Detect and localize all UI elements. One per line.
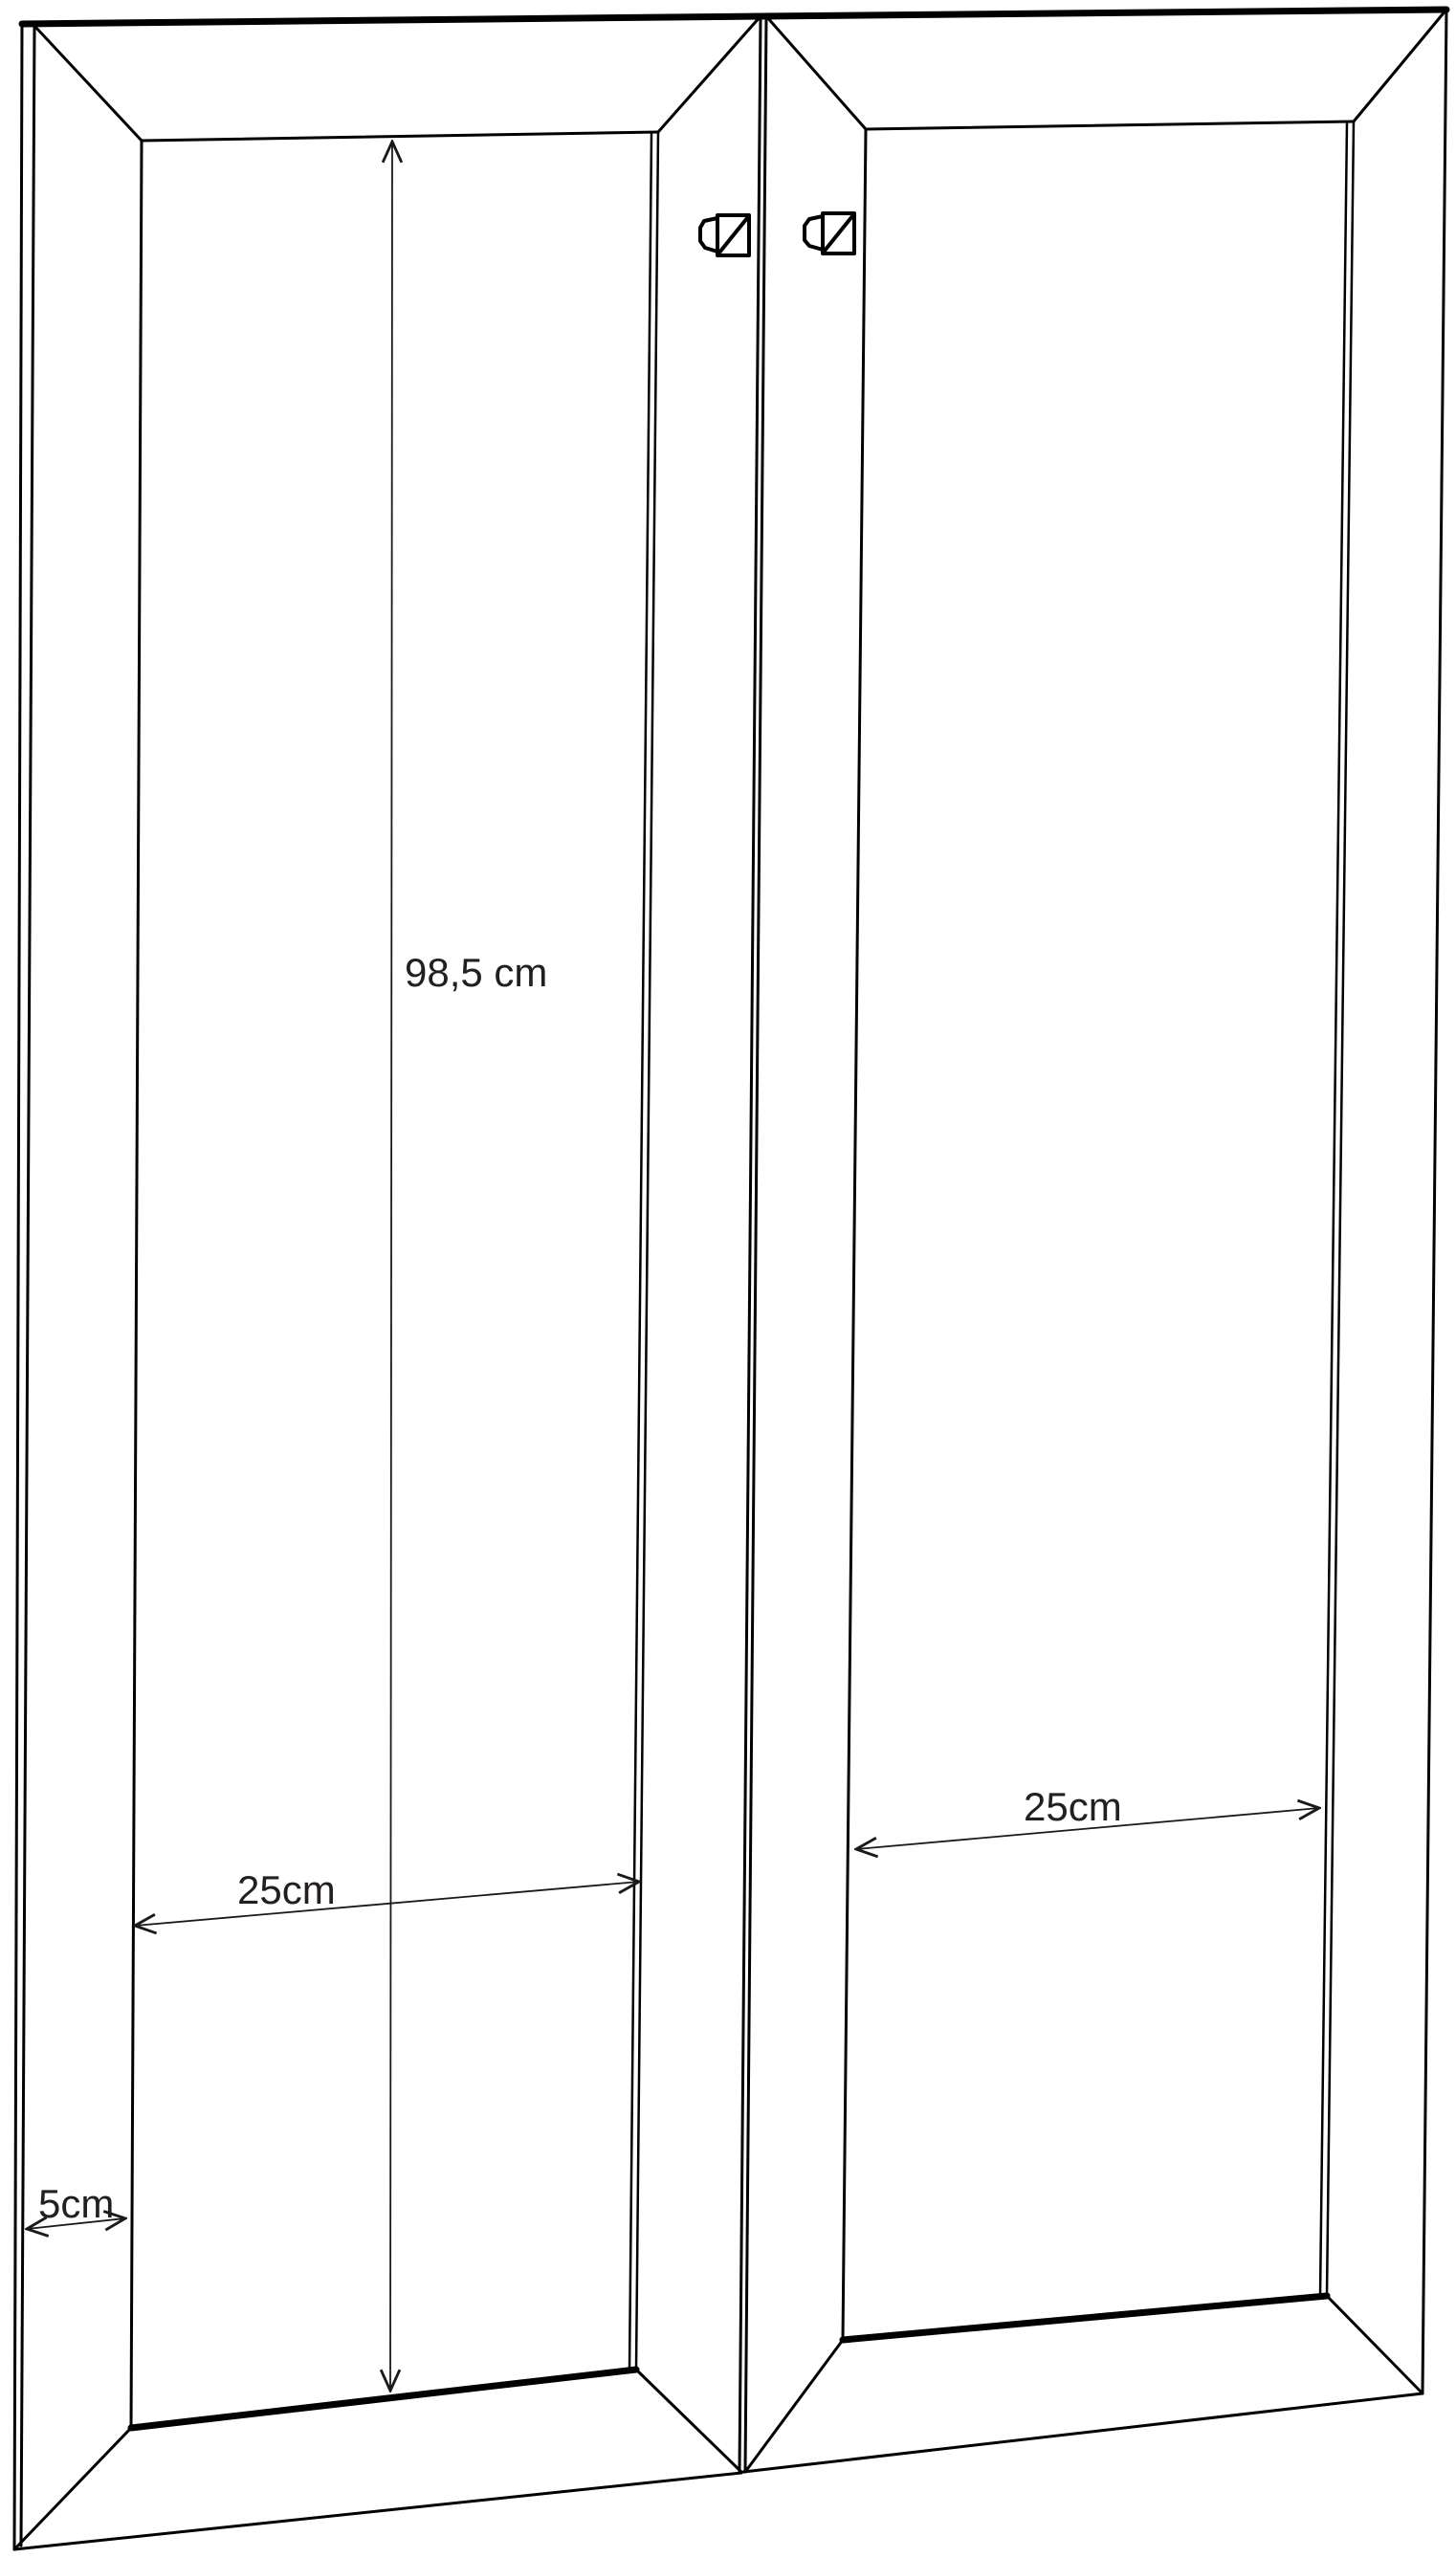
left-panel-outer-bottom-edge — [14, 2473, 741, 2549]
right-panel-inner-right-edge-outer — [1327, 121, 1354, 2296]
left-panel-inner-left-edge — [131, 141, 142, 2428]
hinge-cup-right — [805, 216, 823, 250]
right-panel-outer-left-edge — [745, 16, 766, 2472]
top-edge-line — [22, 10, 1446, 24]
left-panel-inner-top-edge — [142, 132, 658, 141]
left-panel-outer-right-edge — [739, 16, 761, 2472]
left-panel-inner-bottom-edge — [131, 2370, 636, 2428]
right-panel-miter-bottom-right — [1327, 2296, 1423, 2393]
hinge-cup-left — [700, 218, 717, 252]
right-panel-inner-top-edge — [866, 121, 1354, 129]
right-panel-miter-bottom-left — [745, 2340, 843, 2472]
left-panel-outer-left-thickness-line — [21, 26, 34, 2546]
right-width-dimension-label: 25cm — [1024, 1784, 1122, 1829]
height-dimension-line — [390, 142, 392, 2391]
frame-width-dimension — [27, 2181, 125, 2229]
right-panel-miter-top-right — [1354, 10, 1446, 121]
right-door-panel — [743, 10, 1446, 2472]
left-width-dimension-label: 25cm — [237, 1867, 336, 1912]
right-panel-inner-left-edge — [843, 129, 866, 2340]
hinge-icon-right — [805, 213, 854, 254]
left-width-dimension — [135, 1867, 639, 1926]
left-panel-outer-left-edge — [14, 24, 22, 2549]
hinge-icon-left — [700, 215, 749, 255]
right-width-dimension — [856, 1784, 1319, 1849]
left-panel-miter-top-right — [658, 16, 761, 132]
right-panel-miter-top-left — [766, 16, 866, 129]
frame-width-dimension-label: 5cm — [38, 2181, 115, 2226]
left-width-dimension-line — [135, 1882, 639, 1926]
right-panel-inner-bottom-edge — [843, 2296, 1327, 2340]
right-panel-outer-bottom-edge — [743, 2393, 1423, 2472]
right-panel-outer-right-edge — [1423, 10, 1446, 2393]
left-panel-miter-top-left — [34, 26, 142, 141]
left-panel-miter-bottom-left — [14, 2428, 131, 2549]
left-door-panel — [14, 16, 761, 2549]
top-edge — [22, 10, 1446, 24]
height-dimension-label: 98,5 cm — [405, 950, 548, 995]
height-dimension — [390, 142, 547, 2391]
left-panel-miter-bottom-right — [636, 2370, 741, 2472]
right-panel-inner-right-edge-inner — [1320, 122, 1347, 2297]
